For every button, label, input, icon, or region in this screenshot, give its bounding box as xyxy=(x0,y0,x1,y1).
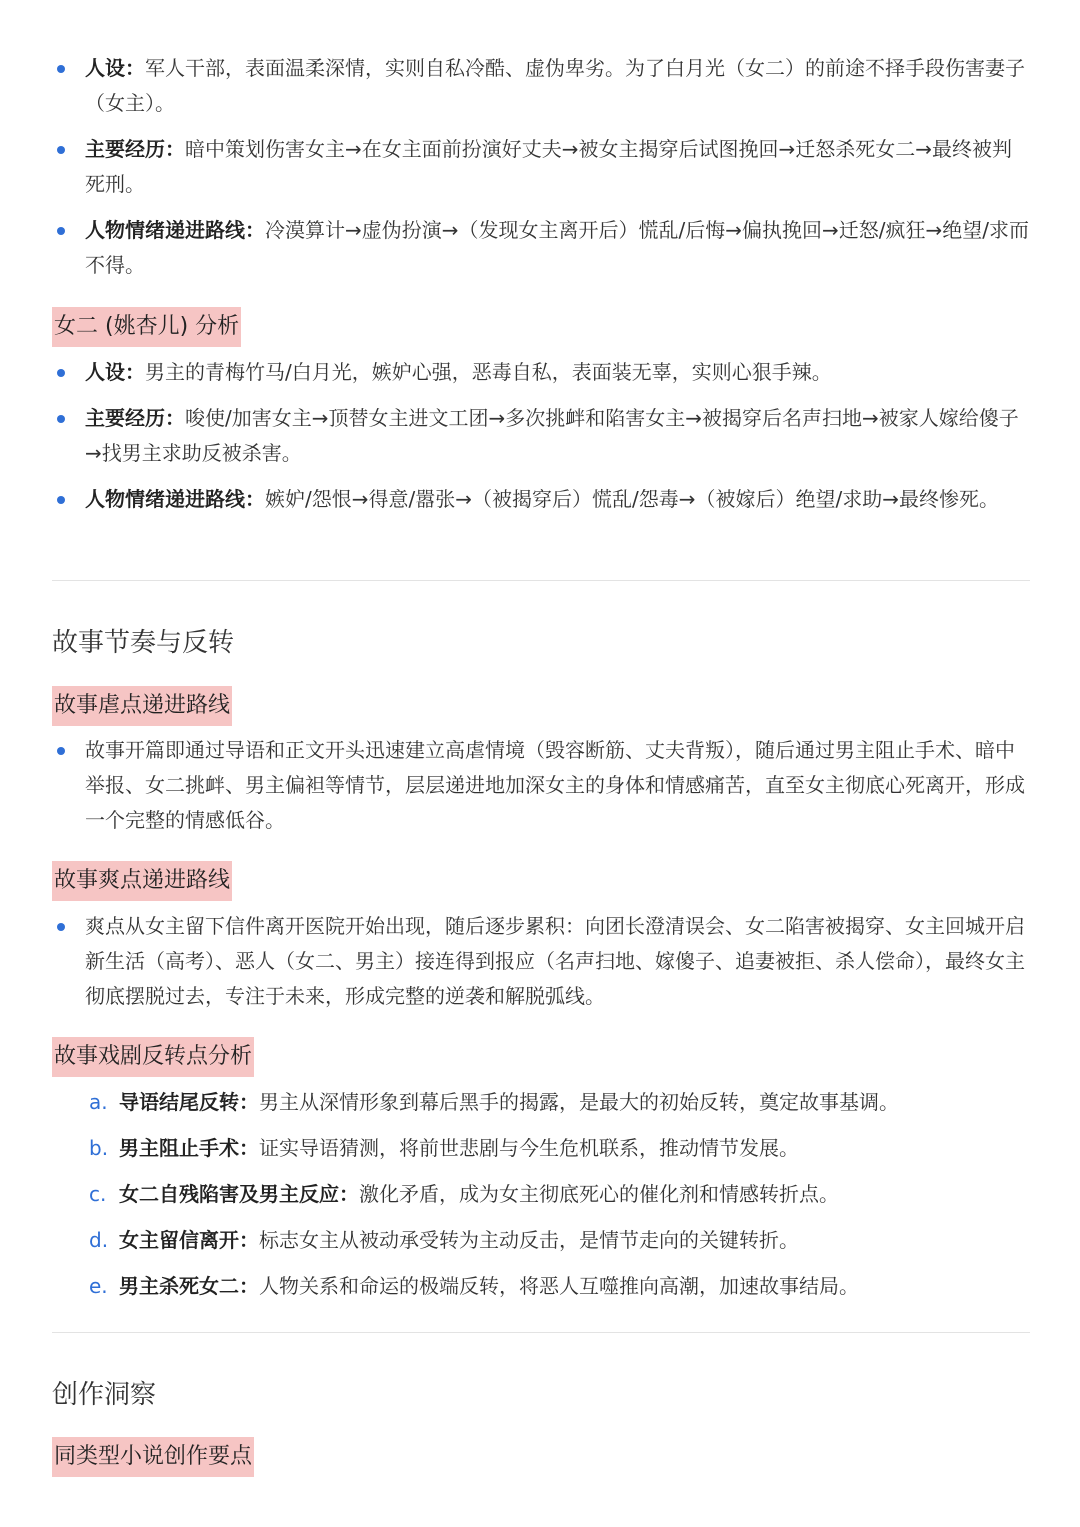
item-label: 人物情绪递进路线： xyxy=(85,487,265,511)
bullet-dot-icon xyxy=(57,369,65,377)
insight-section-title: 创作洞察 xyxy=(52,1380,157,1410)
list-item xyxy=(88,1223,1028,1269)
item-text: 冷漠算计→虚伪扮演→（发现女主离开后）慌乱/后悔→偏执挽回→迁怒/疯狂→绝望/求而不得。 xyxy=(85,218,1030,277)
rhythm-section-title: 故事节奏与反转 xyxy=(52,628,235,658)
item-text: 男主从深情形象到幕后黑手的揭露，是最大的初始反转，奠定故事基调。 xyxy=(259,1090,899,1114)
male-lead-list xyxy=(52,51,1032,283)
twist-points-heading: 故事戏剧反转点分析 xyxy=(52,1037,254,1077)
list-item xyxy=(52,482,1032,517)
item-text: 标志女主从被动承受转为主动反击，是情节走向的关键转折。 xyxy=(259,1228,799,1252)
item-text: 嫉妒/怨恨→得意/嚣张→（被揭穿后）慌乱/怨毒→（被嫁后）绝望/求助→最终惨死。 xyxy=(265,487,999,511)
item-text: 爽点从女主留下信件离开医院开始出现，随后逐步累积：向团长澄清误会、女二陷害被揭穿、女主回城开启新生活（高考）、恶人（女二、男主）接连得到报应（名声扫地、嫁傻子、追妻被拒、杀人偿命），最终女主彻底摆脱过去，专注于未来，形成完整的逆袭和解脱弧线。 xyxy=(85,914,1025,1008)
bullet-dot-icon xyxy=(57,923,65,931)
abuse-points-heading: 故事虐点递进路线 xyxy=(52,686,232,726)
list-item xyxy=(88,1131,1028,1177)
abuse-points-list xyxy=(52,733,1032,838)
item-text: 人物关系和命运的极端反转，将恶人互噬推向高潮，加速故事结局。 xyxy=(259,1274,859,1298)
list-marker: a. xyxy=(89,1090,108,1114)
list-marker: e. xyxy=(89,1274,108,1298)
bullet-dot-icon xyxy=(57,496,65,504)
bullet-dot-icon xyxy=(57,65,65,73)
list-item xyxy=(88,1269,1028,1315)
list-marker: d. xyxy=(89,1228,109,1252)
twist-points-list xyxy=(88,1085,1028,1315)
item-label: 主要经历： xyxy=(85,137,185,161)
section-divider xyxy=(52,1332,1030,1333)
item-label: 男主阻止手术： xyxy=(119,1136,259,1160)
item-label: 人物情绪递进路线： xyxy=(85,218,265,242)
item-text: 唆使/加害女主→顶替女主进文工团→多次挑衅和陷害女主→被揭穿后名声扫地→被家人嫁给傻子→找男主求助反被杀害。 xyxy=(85,406,1019,465)
list-marker: c. xyxy=(89,1182,107,1206)
bullet-dot-icon xyxy=(57,146,65,154)
list-item xyxy=(52,132,1032,202)
list-item xyxy=(52,51,1032,121)
list-item xyxy=(88,1085,1028,1131)
satisfying-points-heading: 故事爽点递进路线 xyxy=(52,861,232,901)
bullet-dot-icon xyxy=(57,227,65,235)
female-second-heading: 女二 (姚杏儿) 分析 xyxy=(52,307,241,347)
item-text: 男主的青梅竹马/白月光，嫉妒心强，恶毒自私，表面装无辜，实则心狠手辣。 xyxy=(145,360,832,384)
section-divider xyxy=(52,580,1030,581)
item-text: 证实导语猜测，将前世悲剧与今生危机联系，推动情节发展。 xyxy=(259,1136,799,1160)
item-label: 男主杀死女二： xyxy=(119,1274,259,1298)
list-item xyxy=(52,213,1032,283)
item-label: 主要经历： xyxy=(85,406,185,430)
item-label: 人设： xyxy=(85,56,145,80)
list-item xyxy=(52,909,1032,1014)
list-item xyxy=(52,733,1032,838)
list-item xyxy=(52,401,1032,471)
list-marker: b. xyxy=(89,1136,109,1160)
list-item xyxy=(88,1177,1028,1223)
female-second-list xyxy=(52,355,1032,517)
item-text: 激化矛盾，成为女主彻底死心的催化剂和情感转折点。 xyxy=(359,1182,839,1206)
item-label: 女主留信离开： xyxy=(119,1228,259,1252)
satisfying-points-list xyxy=(52,909,1032,1014)
item-label: 女二自残陷害及男主反应： xyxy=(119,1182,359,1206)
item-text: 暗中策划伤害女主→在女主面前扮演好丈夫→被女主揭穿后试图挽回→迁怒杀死女二→最终被判死刑。 xyxy=(85,137,1013,196)
item-label: 人设： xyxy=(85,360,145,384)
bullet-dot-icon xyxy=(57,747,65,755)
item-text: 军人干部，表面温柔深情，实则自私冷酷、虚伪卑劣。为了白月光（女二）的前途不择手段伤害妻子（女主）。 xyxy=(85,56,1025,115)
item-text: 故事开篇即通过导语和正文开头迅速建立高虐情境（毁容断筋、丈夫背叛），随后通过男主阻止手术、暗中举报、女二挑衅、男主偏袒等情节，层层递进地加深女主的身体和情感痛苦，直至女主彻底心死离开，形成一个完整的情感低谷。 xyxy=(85,738,1025,832)
item-label: 导语结尾反转： xyxy=(119,1090,259,1114)
insight-heading: 同类型小说创作要点 xyxy=(52,1437,254,1477)
bullet-dot-icon xyxy=(57,415,65,423)
list-item xyxy=(52,355,1032,390)
